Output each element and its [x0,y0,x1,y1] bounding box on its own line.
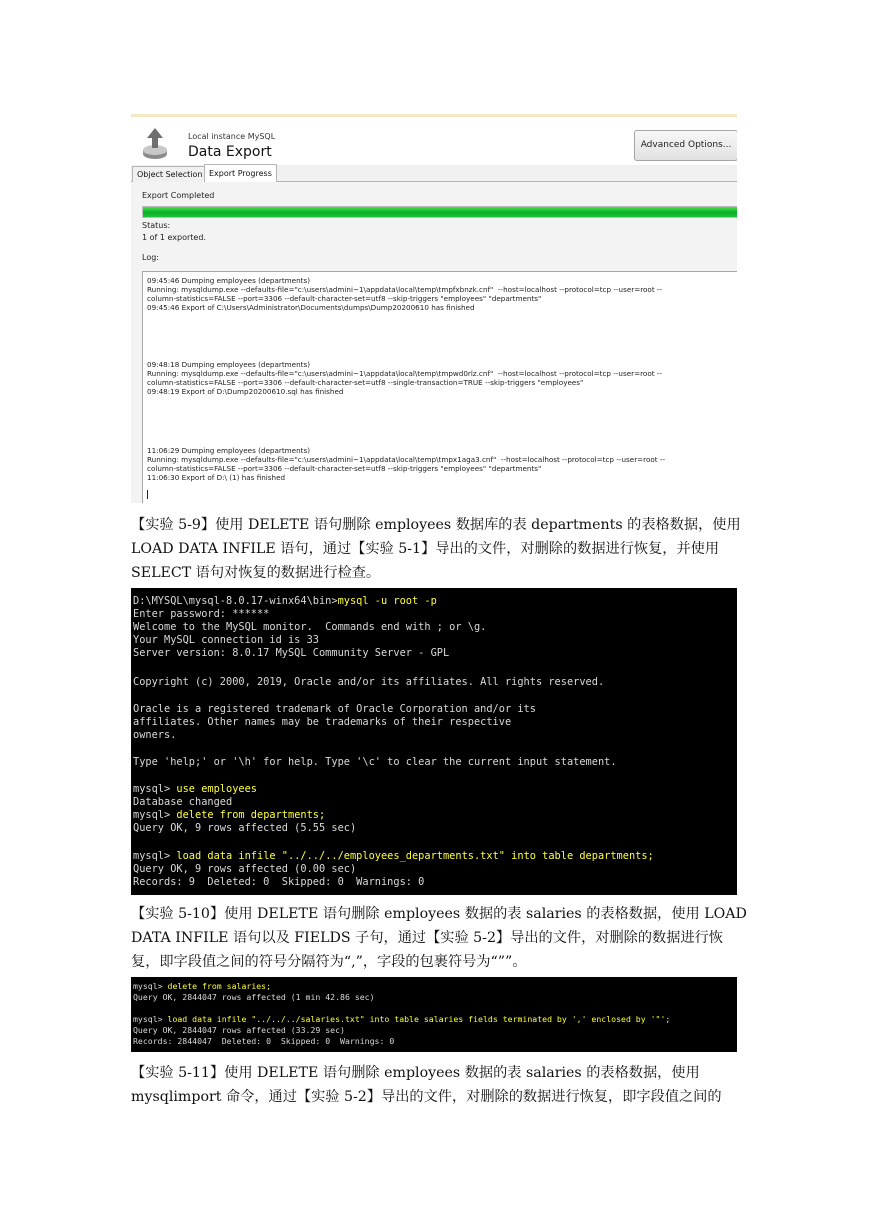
terminal-session-2 [131,977,737,1052]
log-line: Running: mysqldump.exe --defaults-file="c:\users\admini~1\appdata\local\temp\tmpfxbnzk.cnf" --host=localhost --protocol=tcp --user=root -- [147,285,663,294]
status-value: 1 of 1 exported. [142,233,206,242]
terminal-line: Your MySQL connection id is 33 [133,634,319,646]
terminal-line: Server version: 8.0.17 MySQL Community Server - GPL [133,647,450,659]
log-line: 11:06:30 Export of D:\ (1) has finished [147,473,286,482]
experiment-5-10-paragraph [131,902,747,974]
paragraph-line: 【实验 5-9】使用 DELETE 语句删除 employees 数据库的表 departments 的表格数据，使用 [131,517,741,533]
paragraph-line: 【实验 5-11】使用 DELETE 语句删除 employees 数据的表 salaries 的表格数据，使用 [131,1065,700,1081]
log-label: Log: [142,253,159,262]
log-line: 11:06:29 Dumping employees (departments) [147,446,310,455]
terminal-line: mysql> load data infile "../../../employees_departments.txt" into table departments; [133,850,654,862]
experiment-5-11-paragraph [131,1061,737,1109]
export-header [131,117,737,165]
paragraph-line: DATA INFILE 语句以及 FIELDS 子句，通过【实验 5-2】导出的文件，对删除的数据进行恢 [131,930,723,946]
advanced-options-button[interactable]: Advanced Options... [634,130,737,161]
paragraph-line: SELECT 语句对恢复的数据进行检查。 [131,565,381,581]
terminal-line: Oracle is a registered trademark of Oracle Corporation and/or its [133,703,536,715]
text-cursor [147,490,148,499]
log-line: column-statistics=FALSE --port=3306 --default-character-set=utf8 --skip-triggers "employees" "departments" [147,294,542,303]
terminal-line: Type 'help;' or '\h' for help. Type '\c' to clear the current input statement. [133,756,617,768]
tab-object-selection[interactable]: Object Selection [132,166,207,182]
log-line: 09:48:18 Dumping employees (departments) [147,360,310,369]
log-line: 09:45:46 Export of C:\Users\Administrator\Documents\dumps\Dump20200610 has finished [147,303,475,312]
database-export-icon [141,126,169,162]
terminal-line: Query OK, 9 rows affected (0.00 sec) [133,863,357,875]
progress-bar-fill [143,207,737,217]
terminal-line: Query OK, 2844047 rows affected (1 min 42.86 sec) [133,992,375,1002]
log-line: column-statistics=FALSE --port=3306 --default-character-set=utf8 --skip-triggers "employees" "departments" [147,464,542,473]
experiment-5-9-paragraph [131,513,741,585]
data-export-window [131,114,737,503]
paragraph-line: 复，即字段值之间的符号分隔符为“,”，字段的包裹符号为“””。 [131,954,527,970]
paragraph-line: mysqlimport 命令，通过【实验 5-2】导出的文件，对删除的数据进行恢复，即字段值之间的 [131,1089,722,1105]
tab-export-progress[interactable]: Export Progress [204,164,277,182]
terminal-line: Welcome to the MySQL monitor. Commands end with ; or \g. [133,621,487,633]
paragraph-line: LOAD DATA INFILE 语句，通过【实验 5-1】导出的文件，对删除的数据进行恢复，并使用 [131,541,720,557]
terminal-line: Records: 9 Deleted: 0 Skipped: 0 Warnings: 0 [133,876,425,888]
terminal-line: Database changed [133,796,233,808]
log-line: Running: mysqldump.exe --defaults-file="c:\users\admini~1\appdata\local\temp\tmpwd0rlz.cnf" --host=localhost --protocol=tcp --user=root -- [147,369,663,378]
page-title: Data Export [188,144,272,160]
terminal-line: Copyright (c) 2000, 2019, Oracle and/or its affiliates. All rights reserved. [133,676,605,688]
terminal-line: Records: 2844047 Deleted: 0 Skipped: 0 Warnings: 0 [133,1036,395,1046]
terminal-line: mysql> use employees [133,783,257,795]
status-label: Status: [142,221,171,230]
terminal-line: owners. [133,729,177,741]
export-progress-bar [142,206,737,218]
terminal-line: Query OK, 9 rows affected (5.55 sec) [133,822,357,834]
export-completed-label: Export Completed [142,191,215,200]
log-line: Running: mysqldump.exe --defaults-file="c:\users\admini~1\appdata\local\temp\tmpx1aga3.cnf" --host=localhost --protocol=tcp --user=root -- [147,455,666,464]
log-line: 09:48:19 Export of D:\Dump20200610.sql has finished [147,387,344,396]
terminal-line: mysql> load data infile "../../../salaries.txt" into table salaries fields terminated by ',' enclosed by '"'; [133,1014,671,1024]
connection-subtitle: Local instance MySQL [188,132,276,141]
terminal-session-1 [131,588,737,895]
log-line: column-statistics=FALSE --port=3306 --default-character-set=utf8 --single-transaction=TRUE --skip-triggers "employees" [147,378,584,387]
paragraph-line: 【实验 5-10】使用 DELETE 语句删除 employees 数据的表 salaries 的表格数据，使用 LOAD [131,906,747,922]
terminal-line: mysql> delete from departments; [133,809,326,821]
terminal-line: mysql> delete from salaries; [133,981,272,991]
log-area[interactable] [142,271,737,503]
terminal-line: D:\MYSQL\mysql-8.0.17-winx64\bin>mysql -u root -p [133,595,437,607]
terminal-line: affiliates. Other names may be trademarks of their respective [133,716,512,728]
terminal-line: Enter password: ****** [133,608,270,620]
log-line: 09:45:46 Dumping employees (departments) [147,276,310,285]
terminal-line: Query OK, 2844047 rows affected (33.29 sec) [133,1025,345,1035]
